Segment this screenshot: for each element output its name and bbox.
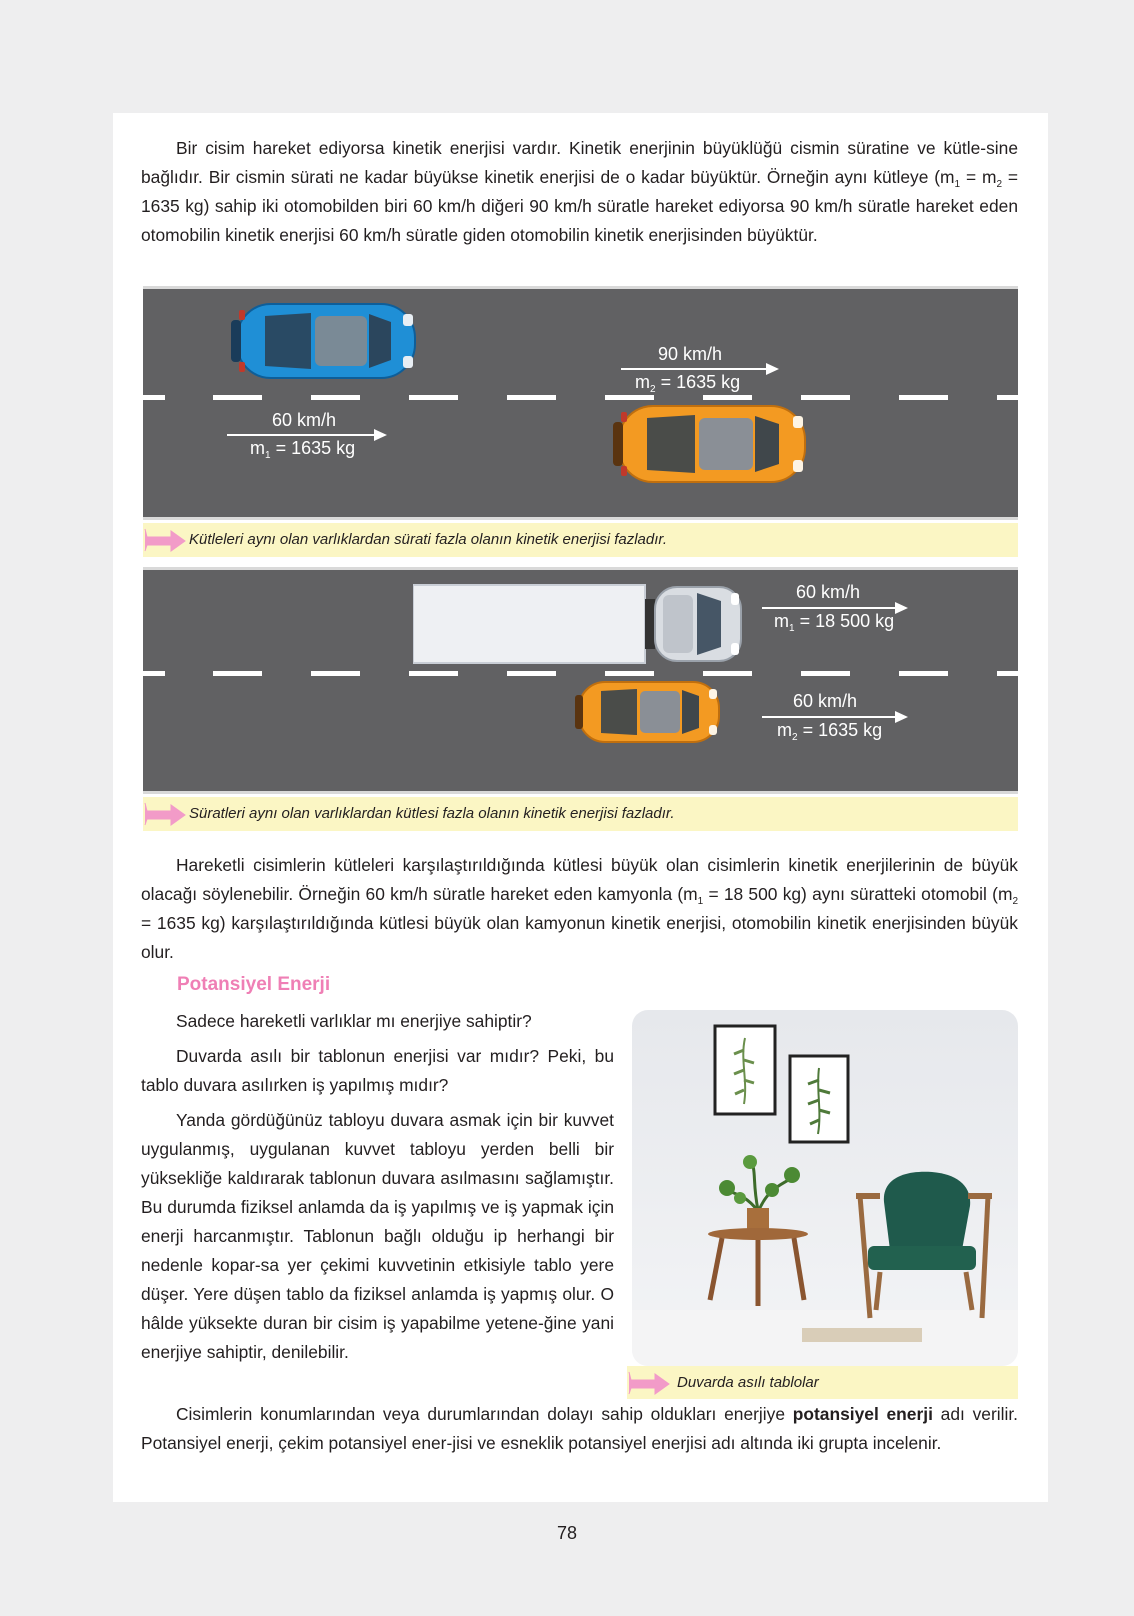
intro-paragraph: Bir cisim hareket ediyorsa kinetik enerjisi vardır. Kinetik enerjinin büyüklüğü cismin süratine ve kütle-sine bağlıdır. Bir cismin sürati ne kadar büyükse kinetik enerjisi de o kadar büyüktür. Örneğin aynı kütleye ($m_1 = m_2 = 1635$ kg) sahip iki otomobilden biri 60 km/h diğeri 90 km/h süratle hareket ediyorsa 90 km/h süratle hareket eden otomobilin kinetik enerjisi 60 km/h süratle giden otomobilin kinetik enerjisinden büyüktür. <box>141 138 1018 245</box>
page-number: 78 <box>556 1523 578 1543</box>
section-heading: Potansiyel Enerji <box>177 974 331 995</box>
truck-speed-label: 60 km/h <box>796 582 861 602</box>
figure1-caption: Kütleleri aynı olan varlıklardan sürati fazla olanın kinetik enerjisi fazladır. <box>143 523 1018 557</box>
car-mass-label: $m_2 = 1635$ kg <box>777 720 883 743</box>
mass-comparison-paragraph: Hareketli cisimlerin kütleleri karşılaştırıldığında kütlesi büyük olan cisimlerin kinetik enerjilerinin de büyük olacağı söylenebilir. Örneğin 60 km/h süratle hareket eden kamyonla ($m_1 = 18$ 500 kg) aynı süratteki otomobil ($m_2 = 1635$ kg) karşılaştırıldığında kütlesi büyük olan kamyonun kinetik enerjisi, otomobilin kinetik enerjisinden büyük olur. <box>141 855 1018 962</box>
question-1: Sadece hareketli varlıklar mı enerjiye sahiptir? <box>176 1011 532 1031</box>
pink-arrow-icon <box>143 801 187 827</box>
truck <box>413 581 745 667</box>
car2-mass-label: $m_2 = 1635$ kg <box>635 372 741 395</box>
orange-car-fast <box>613 402 811 486</box>
orange-car <box>575 679 723 745</box>
blue-car <box>231 300 419 382</box>
car2-speed-label: 90 km/h <box>658 344 723 364</box>
car1-mass-label: $m_1 = 1635$ kg <box>250 438 356 461</box>
car-speed-label: 60 km/h <box>793 691 858 711</box>
car1-speed-label: 60 km/h <box>272 410 337 430</box>
pink-arrow-icon <box>143 527 187 553</box>
pink-arrow-icon <box>627 1370 671 1396</box>
figure3-caption: Duvarda asılı tablolar <box>627 1366 1018 1399</box>
painting-paragraph: Yanda gördüğünüz tabloyu duvara asmak için bir kuvvet uygulanmış, uygulanan kuvvet tabloyu yerden belli bir yüksekliğe kaldırarak tablonun duvara asılmasını sağlamıştır. Bu durumda fiziksel anlamda da iş yapılmış ve iş yapmak için enerji harcanmıştır. Tablonun bağlı olduğu ip herhangi bir nedenle kopar-sa yer çekimi kuvvetinin etkisiyle tablo yere düşer. Yere düşen tablo da fiziksel anlamda iş yapmış olur. O hâlde yüksekte duran bir cisim iş yapabilme yetene-ğine yani enerjiye sahiptir, denilebilir. <box>141 1110 614 1362</box>
potential-energy-definition: Cisimlerin konumlarından veya durumlarından dolayı sahip oldukları enerjiye potansiyel enerji adı verilir. Potansiyel enerji, çekim potansiyel ener-jisi ve esneklik potansiyel enerjisi adı altında iki grupta incelenir. <box>141 1404 1018 1453</box>
road-figure-1 <box>143 286 1018 520</box>
road-figure-2 <box>143 567 1018 794</box>
room-photo <box>632 1010 1018 1366</box>
question-2: Duvarda asılı bir tablonun enerjisi var mıdır? Peki, bu tablo duvara asılırken iş yapılmış mıdır? <box>141 1046 614 1095</box>
truck-mass-label: $m_1 = 18$ 500 kg <box>774 611 895 634</box>
figure2-caption: Süratleri aynı olan varlıklardan kütlesi fazla olanın kinetik enerjisi fazladır. <box>143 797 1018 831</box>
